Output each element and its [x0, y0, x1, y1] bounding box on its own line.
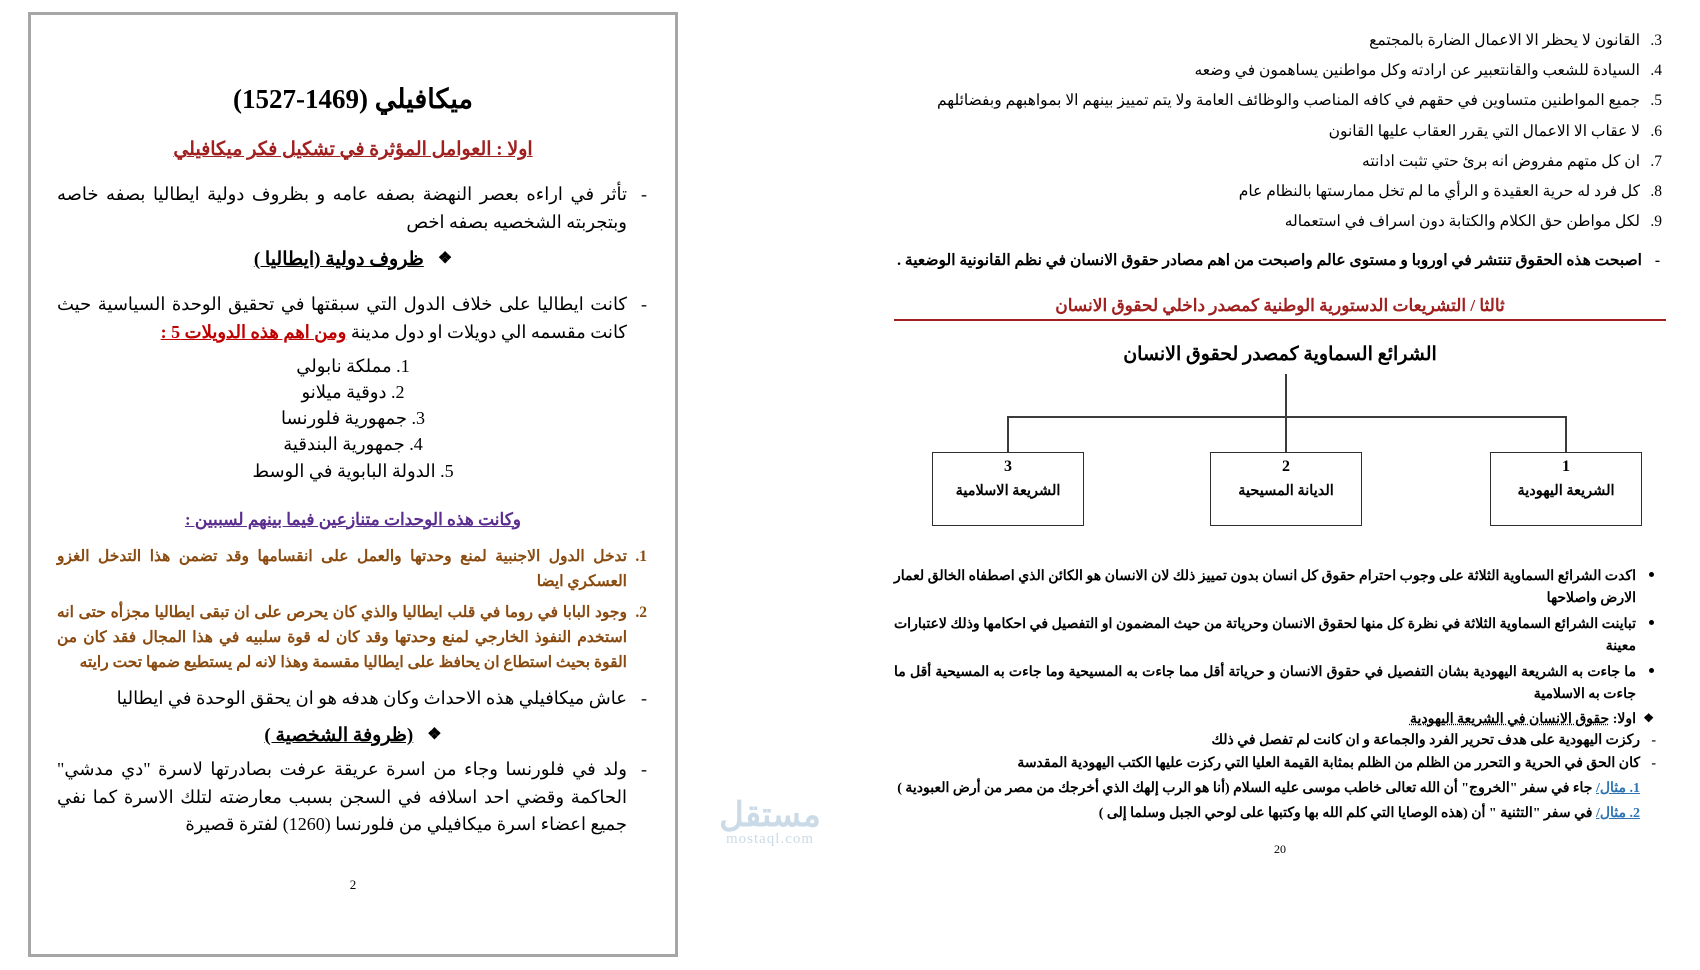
chart-node-label: الديانة المسيحية	[1238, 482, 1334, 499]
chart-stem	[1285, 374, 1287, 416]
watermark-latin: mostaql.com	[725, 831, 815, 847]
example-1-text: جاء في سفر "الخروج" أن الله تعالى خاطب موسى عليه السلام (أنا هو الرب إلهك الذي أخرجك من مصر من أرض العبودية )	[897, 780, 1596, 796]
biography-paragraph: - ولد في فلورنسا وجاء من اسرة عريقة عرفت بصادرتها لاسرة "دي مدشي" الحاكمة وقضي احد اسلافه في السجن بسبب معارضته لتلك الاسرة كما نفي جميع اعضاء اسرة ميكافيلي من فلورنسا (1260) لفترة قصيرة	[57, 756, 649, 840]
list-item-text: اكدت الشرائع السماوية الثلاثة على وجوب احترام حقوق كل انسان بدون تمييز ذلك لان الانسان هو الكائن الذي اصطفاه الخالق لعمار الارض واصلاحها	[894, 568, 1636, 606]
page-title: ميكافيلي (1469-1527)	[233, 84, 473, 114]
example-2-label: 2. مثال/	[1595, 805, 1640, 821]
chart-branch-2	[1285, 416, 1287, 452]
list-item: 1. مملكة نابولي	[296, 356, 410, 377]
list-item	[894, 177, 1662, 207]
italy-division-paragraph	[57, 291, 649, 347]
list-item-text: كل فرد له حرية العقيدة و الرأي ما لم تخل ممارستها بالنظام عام	[1238, 183, 1640, 201]
list-item-marker: 6.	[1650, 122, 1662, 140]
list-item-text: وجود البابا في روما في قلب ايطاليا والذي كان يحرص على ان تبقى ايطاليا مجزأه حتى انه استخدم النفوذ الخارجي لمنع وحدتها وقد كان له قوة سلبيه في هذا المجال فقد كان من القوة بحيث استطاع ان يحافظ على ايطاليا مقسمة وهذا لانه لم يستطيع ضمها تحت رايته	[57, 603, 627, 672]
right-page	[880, 0, 1680, 970]
left-page-number: 2	[349, 877, 357, 893]
subsection-international-conditions	[57, 247, 649, 274]
list-item-marker: 5.	[1650, 92, 1662, 110]
jewish-law-subheading-prefix: اولا:	[1612, 711, 1636, 727]
chart-node-3	[932, 452, 1084, 526]
list-item	[894, 86, 1662, 116]
list-item	[894, 117, 1662, 147]
list-item: 5. الدولة البابوية في الوسط	[252, 460, 454, 481]
example-1-label: 1. مثال/	[1595, 780, 1640, 796]
list-item-text: ما جاءت به الشريعة اليهودية بشان التفصيل في حقوق الانسان و حرياتة أقل مما جاءت به المسيحية وما جاءت به المسيحية أقل ما جاءت به الاسلامية	[894, 665, 1636, 703]
list-item-marker: 8.	[1650, 183, 1662, 201]
list-item-marker: 2.	[635, 603, 647, 621]
list-item	[57, 600, 647, 675]
org-chart	[894, 374, 1666, 504]
list-item	[894, 614, 1636, 658]
list-item-text: تدخل الدول الاجنبية لمنع وحدتها والعمل على انقسامها وقد تضمن هذا التدخل الغزو العسكري ايضا	[57, 547, 627, 590]
jewish-law-subheading	[894, 711, 1666, 728]
list-item	[894, 207, 1662, 237]
intro-paragraph: - تأثر في اراءه بعصر النهضة بصفه عامه و بظروف دولية ايطاليا بصفه خاصه وبتجربته الشخصيه بصفه اخص	[57, 181, 649, 237]
list-item	[57, 544, 647, 594]
italy-division-text: كانت ايطاليا على خلاف الدول التي سبقتها في تحقيق الوحدة السياسية حيث كانت مقسمه الي دويلات او دول مدينة	[57, 294, 627, 343]
list-item	[894, 662, 1636, 706]
watermark-arabic: مستقل	[719, 797, 821, 834]
bullet-dot-icon	[1649, 572, 1654, 577]
list-item: 3. جمهورية فلورنسا	[280, 408, 426, 429]
subsection-international-conditions-label: ظروف دولية (ايطاليا )	[253, 248, 424, 270]
diamond-bullet-icon: ❖	[427, 726, 442, 744]
chart-node-number: 3	[1004, 457, 1012, 475]
important-states-note: ومن اهم هذه الدويلات 5 :	[160, 322, 347, 343]
chart-branch-1	[1565, 416, 1567, 452]
watermark	[655, 795, 885, 848]
rights-spread-paragraph: - اصبحت هذه الحقوق تنتشر في اوروبا و مستوى عالم واصبحت من اهم مصادر حقوق الانسان في نظم القانونية الوضعية .	[894, 248, 1666, 274]
list-item	[894, 147, 1662, 177]
list-item	[894, 566, 1636, 610]
bullet-dot-icon	[1649, 620, 1654, 625]
divine-laws-bullets	[894, 566, 1666, 707]
jewish-law-point-2: - كان الحق في الحرية و التحرر من الظلم من الظلم بمثابة القيمة العليا التي ركزت عليها الكتب اليهودية المقدسة	[894, 753, 1666, 775]
list-item-marker: 1.	[635, 547, 647, 565]
states-list	[57, 353, 649, 483]
subsection-personal-conditions-label: (ظروفة الشخصية )	[264, 725, 414, 747]
machiavelli-goal-paragraph: - عاش ميكافيلي هذه الاحداث وكان هدفه هو ان يحقق الوحدة في ايطاليا	[57, 685, 649, 713]
jewish-law-point-1: - ركزت اليهودية على هدف تحرير الفرد والجماعة و ان كانت لم تفصل في ذلك	[894, 730, 1666, 752]
chart-branch-3	[1007, 416, 1009, 452]
list-item-text: لا عقاب الا الاعمال التي يقرر العقاب عليها القانون	[1328, 122, 1640, 140]
rights-numbered-list	[894, 26, 1666, 238]
diamond-bullet-icon: ❖	[1643, 710, 1654, 725]
chart-node-2	[1210, 452, 1362, 526]
chart-node-number: 1	[1562, 457, 1570, 475]
chart-node-1	[1490, 452, 1642, 526]
jewish-law-subheading-label: حقوق الانسان في الشريعة اليهودية	[1409, 711, 1610, 727]
list-item-text: لكل مواطن حق الكلام والكتابة دون اسراف في استعماله	[1284, 213, 1640, 231]
chart-node-label: الشريعة اليهودية	[1517, 482, 1615, 499]
list-item	[894, 26, 1662, 56]
example-1	[894, 778, 1666, 800]
example-2	[894, 803, 1666, 825]
first-section-heading: اولا : العوامل المؤثرة في تشكيل فكر ميكافيلي	[173, 139, 533, 161]
conflict-reasons-heading: وكانت هذه الوحدات متنازعين فيما بينهم لسببين :	[184, 509, 521, 529]
list-item-text: تباينت الشرائع السماوية الثلاثة في نظرة كل منها لحقوق الانسان وحرياتة من حيث المضمون او التفصيل في احكامها وذلك لاعتبارات معينة	[894, 617, 1636, 655]
bullet-dot-icon	[1649, 668, 1654, 673]
right-page-number: 20	[1274, 842, 1286, 857]
conflict-reasons-list	[57, 544, 649, 676]
example-2-text: في سفر "التثنية " أن (هذه الوصايا التي كلم الله بها وكتبها على لوحي الجبل وسلما إلى )	[1098, 805, 1596, 821]
diamond-bullet-icon: ❖	[437, 249, 453, 267]
chart-node-label: الشريعة الاسلامية	[955, 482, 1061, 499]
third-section-heading: ثالثا / التشريعات الدستورية الوطنية كمصدر داخلي لحقوق الانسان	[894, 296, 1666, 321]
chart-node-number: 2	[1282, 457, 1290, 475]
list-item-text: القانون لا يحظر الا الاعمال الضارة بالمجتمع	[1369, 32, 1640, 49]
subsection-personal-conditions	[57, 723, 649, 750]
list-item-marker: 3.	[1650, 32, 1662, 49]
list-item	[894, 56, 1662, 86]
left-page	[28, 12, 678, 957]
list-item: 4. جمهورية البندقية	[283, 434, 423, 455]
list-item-text: السيادة للشعب والقانتعبير عن ارادته وكل مواطنين يساهمون في وضعه	[1194, 62, 1640, 80]
list-item-marker: 7.	[1650, 152, 1662, 170]
list-item-text: جميع المواطنين متساوين في حقهم في كافه المناصب والوظائف العامة ولا يتم تمييز بينهم الا بمواهبهم وبفضائلهم	[936, 92, 1640, 110]
list-item-marker: 4.	[1650, 62, 1662, 80]
list-item-marker: 9.	[1650, 213, 1662, 231]
list-item: 2. دوقية ميلانو	[301, 382, 405, 403]
list-item-text: ان كل متهم مفروض انه برئ حتي تثبت ادانته	[1362, 152, 1640, 170]
chart-title: الشرائع السماوية كمصدر لحقوق الانسان	[1123, 343, 1437, 365]
